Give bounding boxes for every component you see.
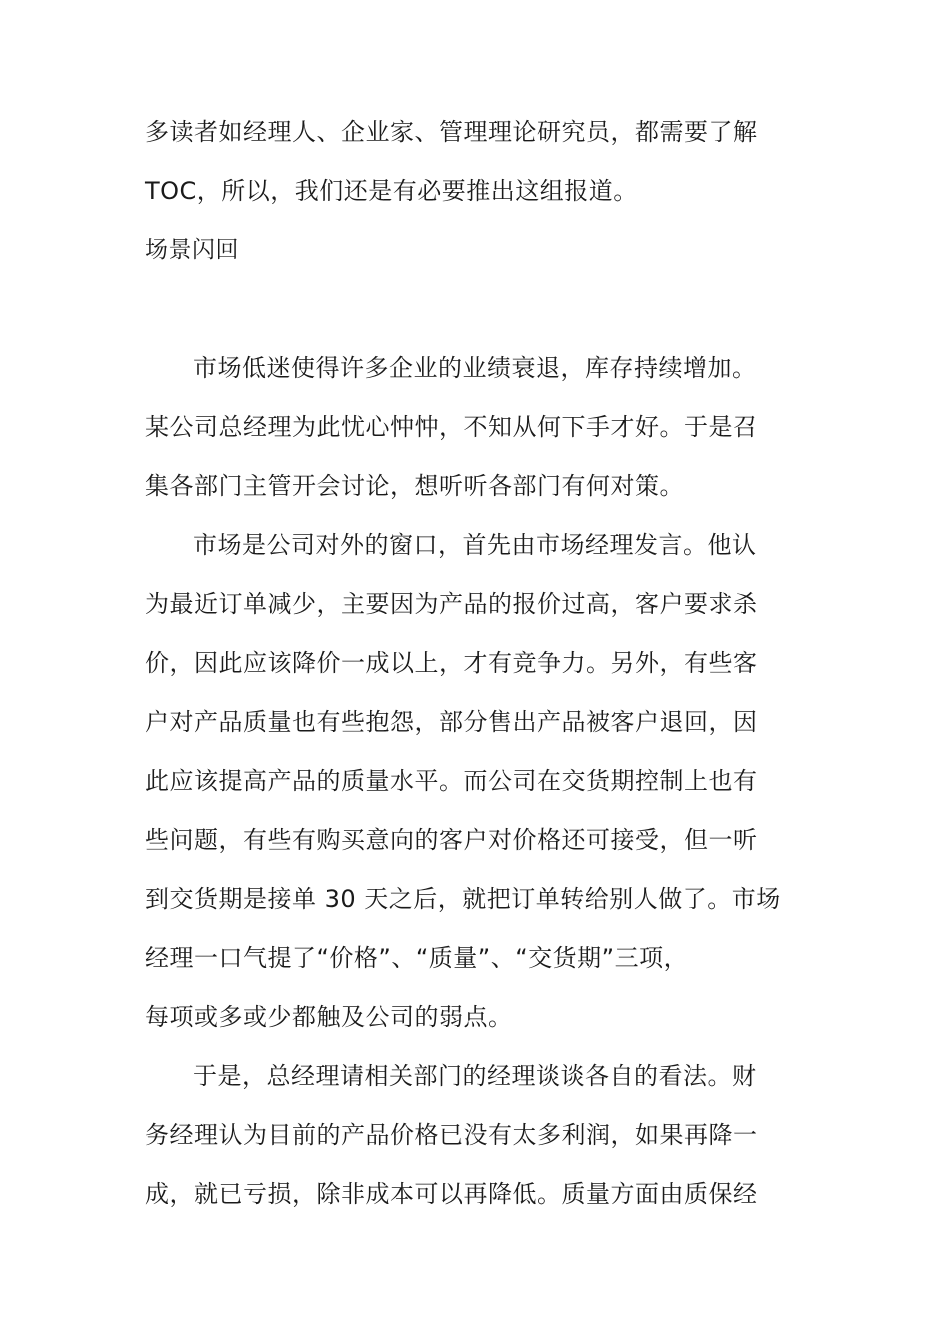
section-heading: 场景闪回 (145, 237, 239, 263)
intro-line-2: TOC，所以，我们还是有必要推出这组报道。 (145, 177, 638, 205)
paragraph-2-line-9: 每项或多或少都触及公司的弱点。 (145, 1003, 513, 1031)
paragraph-2-line-2: 为最近订单减少，主要因为产品的报价过高，客户要求杀 (145, 590, 758, 618)
paragraph-2-line-8: 经理一口气提了“价格”、“质量”、“交货期”三项， (145, 944, 689, 972)
paragraph-2-line-7: 到交货期是接单 30 天之后，就把订单转给别人做了。市场 (145, 885, 781, 913)
intro-line-1: 多读者如经理人、企业家、管理理论研究员，都需要了解 (145, 118, 758, 146)
paragraph-1-line-2: 某公司总经理为此忧心忡忡，不知从何下手才好。于是召 (145, 413, 758, 441)
paragraph-3-line-3: 成，就已亏损，除非成本可以再降低。质量方面由质保经 (145, 1180, 758, 1208)
paragraph-1-line-1: 市场低迷使得许多企业的业绩衰退，库存持续增加。 (193, 354, 757, 382)
paragraph-2-line-5: 此应该提高产品的质量水平。而公司在交货期控制上也有 (145, 767, 758, 795)
paragraph-2-line-4: 户对产品质量也有些抱怨，部分售出产品被客户退回，因 (145, 708, 758, 736)
paragraph-2-line-1: 市场是公司对外的窗口，首先由市场经理发言。他认 (193, 531, 757, 559)
paragraph-2-line-3: 价，因此应该降价一成以上，才有竞争力。另外，有些客 (145, 649, 758, 677)
paragraph-1-line-3: 集各部门主管开会讨论，想听听各部门有何对策。 (145, 472, 684, 500)
paragraph-2-line-6: 些问题，有些有购买意向的客户对价格还可接受，但一听 (145, 826, 758, 854)
paragraph-3-line-2: 务经理认为目前的产品价格已没有太多利润，如果再降一 (145, 1121, 758, 1149)
paragraph-3-line-1: 于是，总经理请相关部门的经理谈谈各自的看法。财 (193, 1062, 757, 1090)
